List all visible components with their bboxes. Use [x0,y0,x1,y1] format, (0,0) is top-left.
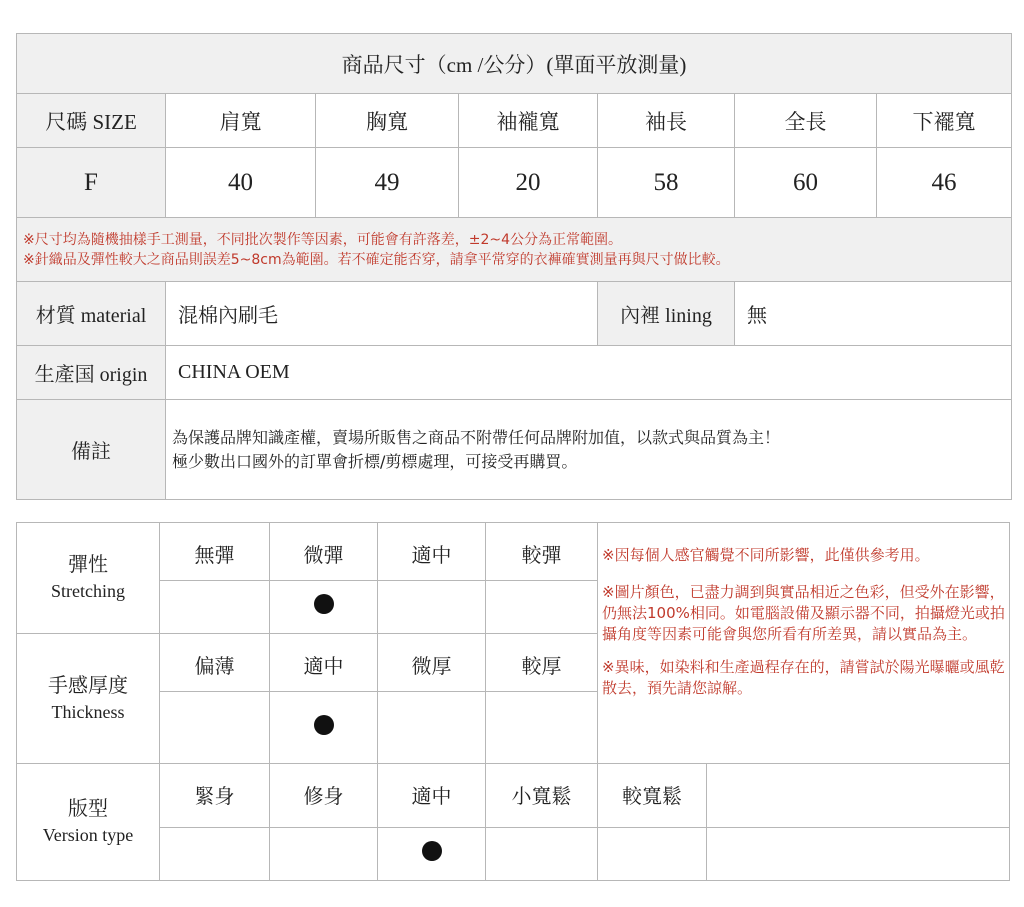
fit-table [16,522,1010,881]
version-marker-cell [486,828,598,881]
version-option: 較寬鬆 [598,764,707,828]
thickness-marker-cell [270,692,378,764]
measurement-notes [17,218,1012,282]
stretch-marker-cell [378,581,486,634]
material-label: 材質 material [17,282,166,346]
version-marker-cell [598,828,707,881]
header-sleeve: 袖長 [598,94,735,148]
fit-note: ※因每個人感官觸覺不同所影響，此僅供參考用。 [602,546,930,564]
fit-note: ※異味，如染料和生產過程存在的，請嘗試於陽光曝曬或風乾散去，預先請您諒解。 [602,658,1005,697]
measurement-note: ※尺寸均為隨機抽樣手工測量，不同批次製作等因素，可能會有許落差，±2~4公分為正常範圍。 [23,231,623,248]
value-sleeve: 58 [598,148,735,218]
lining-label: 內裡 lining [598,282,735,346]
thickness-option: 偏薄 [160,634,270,692]
value-armhole: 20 [459,148,598,218]
size-table-title: 商品尺寸（cm /公分）(單面平放測量) [17,34,1012,94]
stretch-marker-cell [270,581,378,634]
version-option: 小寬鬆 [486,764,598,828]
fit-notes [598,523,1010,764]
fit-note: ※圖片顏色，已盡力調到與實品相近之色彩，但受外在影響，仍無法100%相同。如電腦設備及顯示器不同，拍攝燈光或拍攝角度等因素可能會與您所看有所差異，請以實品為主。 [602,583,1005,643]
thickness-marker-cell [486,692,598,764]
thickness-label-zh: 手感厚度 [48,674,128,697]
version-label-zh: 版型 [68,798,108,820]
remark-line: 為保護品牌知識產權，賣場所販售之商品不附帶任何品牌附加值，以款式與品質為主！ [172,427,781,447]
version-selected-dot [422,841,442,861]
thickness-option: 較厚 [486,634,598,692]
remark-value [166,400,1012,500]
version-empty-cell [707,764,1010,828]
measurement-note: ※針織品及彈性較大之商品則誤差5~8cm為範圍。若不確定能否穿，請拿平常穿的衣褲確實測量再與尺寸做比較。 [23,251,730,268]
material-value: 混棉內刷毛 [166,282,598,346]
header-shoulder: 肩寬 [166,94,316,148]
version-option: 緊身 [160,764,270,828]
version-label [17,764,160,881]
thickness-marker-cell [160,692,270,764]
thickness-option: 適中 [270,634,378,692]
header-size: 尺碼 SIZE [17,94,166,148]
version-marker-cell [270,828,378,881]
stretch-option: 微彈 [270,523,378,581]
version-option: 修身 [270,764,378,828]
remark-line: 極少數出口國外的訂單會折標/剪標處理，可接受再購買。 [172,451,578,471]
value-size: F [17,148,166,218]
version-empty-cell [707,828,1010,881]
value-length: 60 [735,148,877,218]
lining-value: 無 [735,282,1012,346]
version-marker-cell [160,828,270,881]
version-label-en: Version type [42,825,134,845]
value-chest: 49 [316,148,459,218]
header-length: 全長 [735,94,877,148]
version-option: 適中 [378,764,486,828]
stretch-option: 無彈 [160,523,270,581]
version-marker-cell [378,828,486,881]
stretch-label-zh: 彈性 [68,554,108,576]
thickness-label [17,634,160,764]
origin-label: 生產国 origin [17,346,166,400]
version-marker-row [17,828,1010,881]
thickness-label-en: Thickness [51,701,125,722]
remark-label: 備註 [17,400,166,500]
value-shoulder: 40 [166,148,316,218]
header-chest: 胸寬 [316,94,459,148]
thickness-selected-dot [314,715,334,735]
stretch-label-en: Stretching [51,581,125,601]
size-table [16,33,1012,500]
stretch-option: 較彈 [486,523,598,581]
header-armhole: 袖襱寬 [459,94,598,148]
value-hem: 46 [877,148,1012,218]
stretch-marker-cell [486,581,598,634]
stretch-marker-cell [160,581,270,634]
thickness-marker-cell [378,692,486,764]
origin-value: CHINA OEM [166,346,1012,400]
stretch-option: 適中 [378,523,486,581]
stretch-label [17,523,160,634]
stretch-selected-dot [314,594,334,614]
thickness-option: 微厚 [378,634,486,692]
header-hem: 下襬寬 [877,94,1012,148]
